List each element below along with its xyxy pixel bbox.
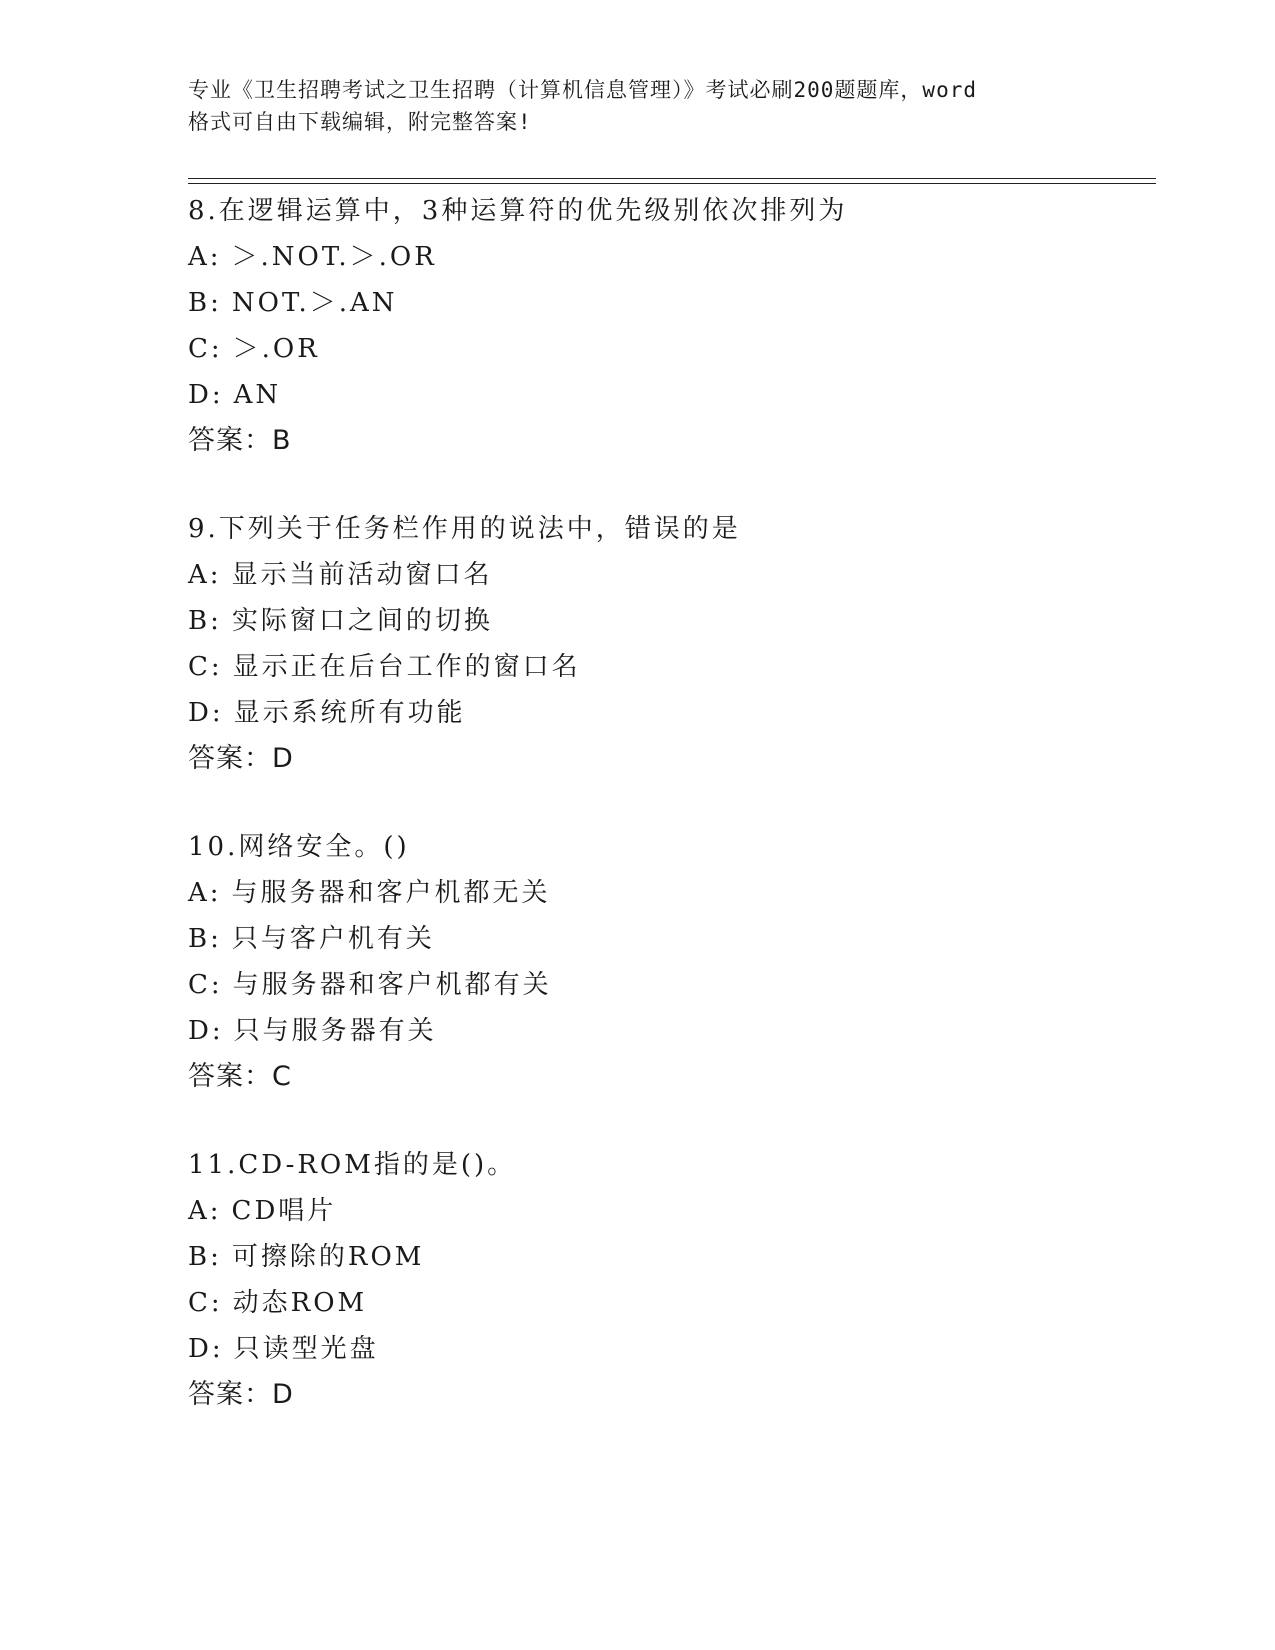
option-letter: D: (188, 380, 224, 410)
header-title-line-2: 格式可自由下载编辑，附完整答案! (188, 110, 532, 134)
option-text: 显示当前活动窗口名 (231, 560, 493, 590)
option-text: 动态ROM (232, 1288, 368, 1318)
option-b (188, 280, 1148, 326)
option-a (188, 1188, 1148, 1234)
option-c (188, 644, 1148, 690)
option-letter: B: (188, 924, 222, 954)
question-9 (188, 506, 1148, 782)
option-text: 与服务器和客户机都无关 (231, 878, 551, 908)
option-text: 只与客户机有关 (231, 924, 435, 954)
question-stem: 8.在逻辑运算中，3种运算符的优先级别依次排列为 (188, 196, 848, 226)
option-text: 只读型光盘 (233, 1334, 379, 1364)
option-letter: A: (188, 878, 222, 908)
option-c (188, 962, 1148, 1008)
option-letter: D: (188, 1334, 224, 1364)
answer-line: 答案：D (188, 743, 294, 774)
option-a (188, 234, 1148, 280)
option-b (188, 1234, 1148, 1280)
question-stem: 10.网络安全。() (188, 832, 410, 862)
answer-line: 答案：D (188, 1379, 294, 1410)
option-c (188, 1280, 1148, 1326)
option-text: 显示系统所有功能 (233, 698, 466, 728)
option-letter: C: (188, 970, 223, 1000)
option-letter: B: (188, 606, 222, 636)
option-text: CD唱片 (231, 1196, 337, 1226)
option-letter: D: (188, 698, 224, 728)
option-text: AN (233, 380, 282, 410)
option-text: NOT.＞.AN (231, 288, 398, 318)
header-title-line-1: 专业《卫生招聘考试之卫生招聘（计算机信息管理）》考试必刷200题题库，word (188, 78, 977, 102)
header-divider-top (188, 178, 1156, 179)
option-letter: A: (188, 242, 222, 272)
option-letter: B: (188, 1242, 222, 1272)
document-header (188, 74, 1088, 138)
question-10 (188, 824, 1148, 1100)
option-letter: C: (188, 334, 223, 364)
option-b (188, 916, 1148, 962)
option-text: ＞.OR (232, 334, 320, 364)
option-d (188, 1326, 1148, 1372)
option-text: ＞.NOT.＞.OR (231, 242, 437, 272)
option-letter: A: (188, 1196, 222, 1226)
option-d (188, 372, 1148, 418)
option-text: 只与服务器有关 (233, 1016, 437, 1046)
option-a (188, 552, 1148, 598)
option-letter: D: (188, 1016, 224, 1046)
answer-line: 答案：C (188, 1061, 292, 1092)
option-text: 与服务器和客户机都有关 (232, 970, 552, 1000)
option-letter: C: (188, 652, 223, 682)
question-stem: 11.CD-ROM指的是()。 (188, 1150, 517, 1180)
question-list (188, 188, 1148, 1460)
option-letter: A: (188, 560, 222, 590)
option-a (188, 870, 1148, 916)
option-b (188, 598, 1148, 644)
question-11 (188, 1142, 1148, 1418)
header-divider-bottom (188, 183, 1156, 184)
option-c (188, 326, 1148, 372)
question-8 (188, 188, 1148, 464)
option-text: 实际窗口之间的切换 (231, 606, 493, 636)
answer-line: 答案：B (188, 425, 292, 456)
option-d (188, 1008, 1148, 1054)
option-letter: B: (188, 288, 222, 318)
question-stem: 9.下列关于任务栏作用的说法中，错误的是 (188, 514, 741, 544)
option-d (188, 690, 1148, 736)
option-text: 可擦除的ROM (231, 1242, 425, 1272)
option-text: 显示正在后台工作的窗口名 (232, 652, 581, 682)
option-letter: C: (188, 1288, 223, 1318)
